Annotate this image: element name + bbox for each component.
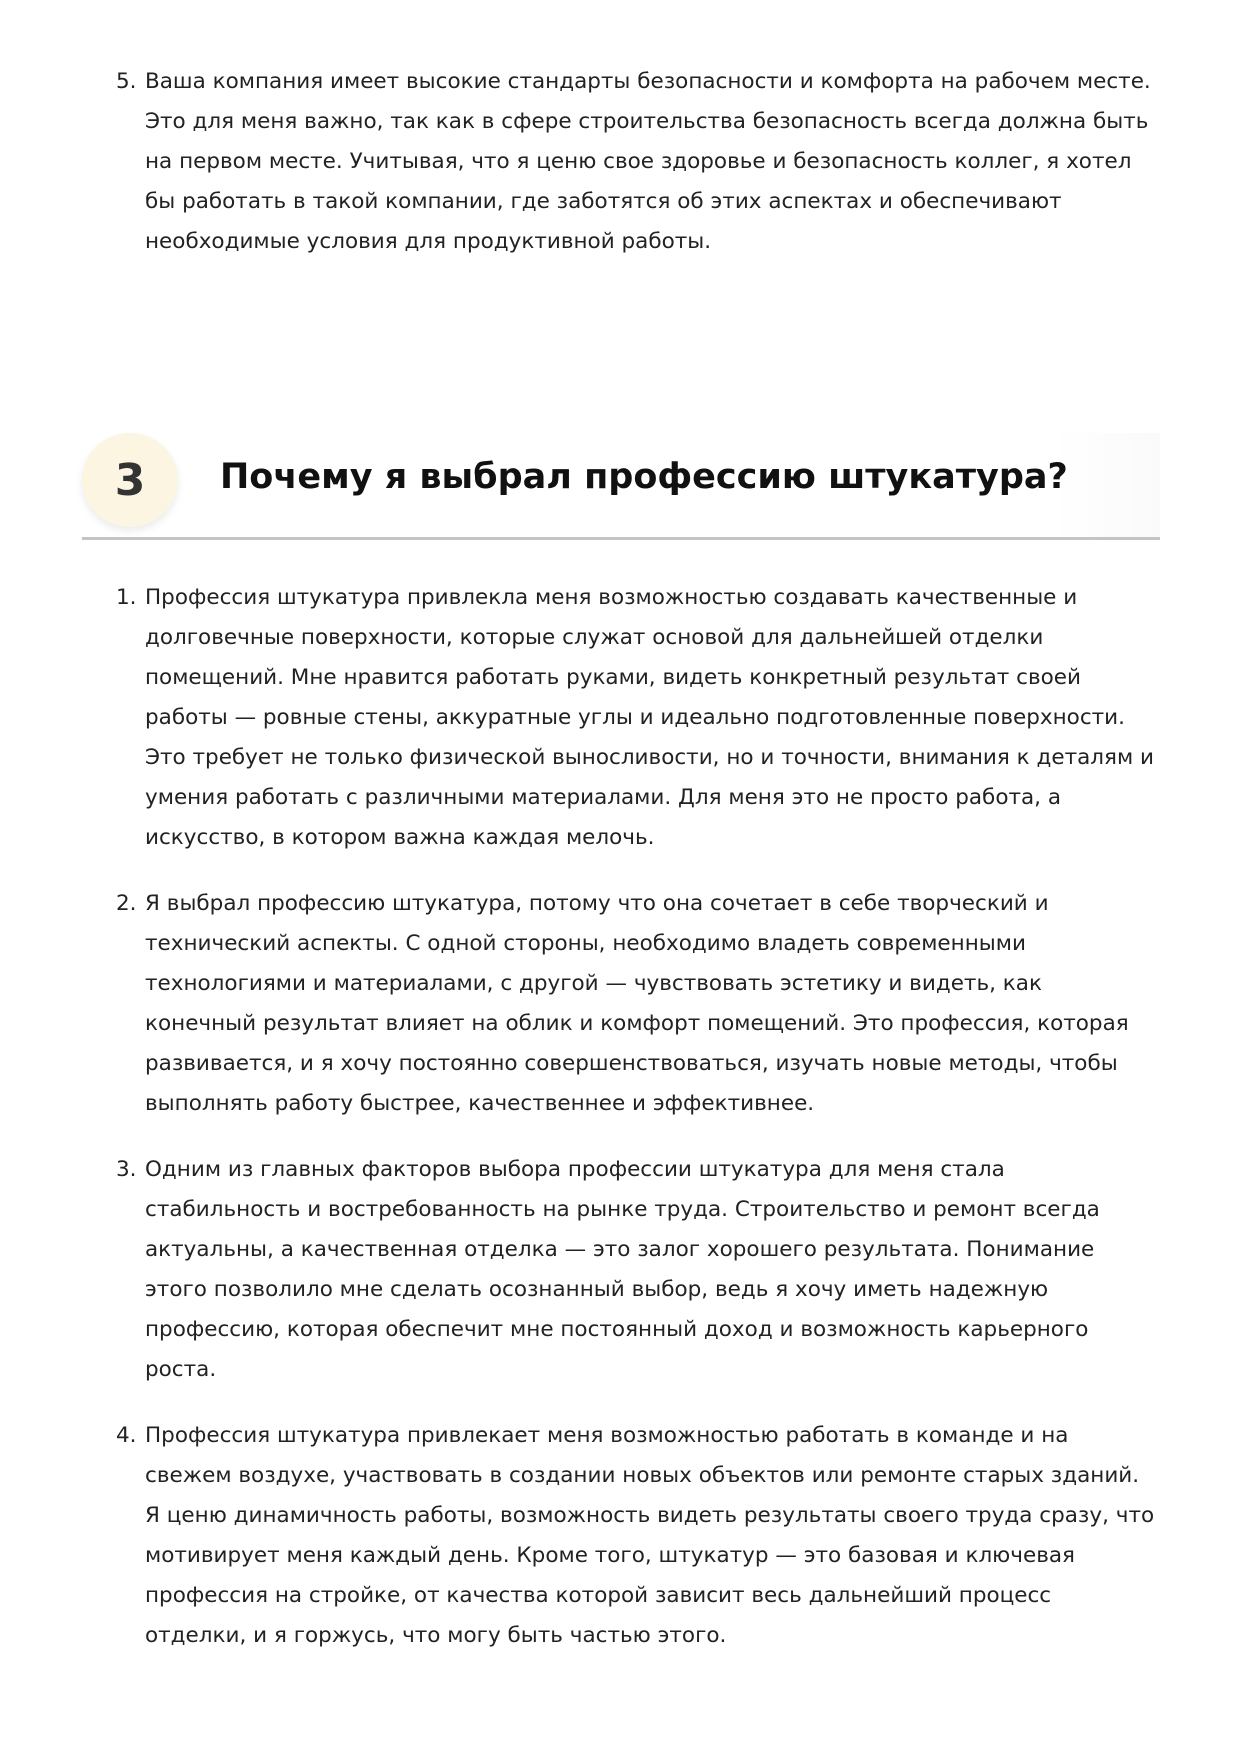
section-heading bbox=[82, 433, 1160, 540]
item-text: Одним из главных факторов выбора профессии штукатура для меня стала стабильность и востребованность на рынке труда. Строительство и ремонт всегда актуальны, а качественная отделка — это залог хорошего результата. Понимание этого позволило мне сделать осознанный выбор, ведь я хочу иметь надежную профессию, которая обеспечит мне постоянный доход и возможность карьерного роста. bbox=[145, 1157, 1100, 1382]
list-item bbox=[116, 578, 1158, 858]
item-number: 2. bbox=[116, 891, 137, 916]
section-title: Почему я выбрал профессию штукатура? bbox=[220, 457, 1068, 497]
list-item bbox=[116, 1150, 1158, 1390]
item-number: 1. bbox=[116, 585, 137, 610]
item-text: Ваша компания имеет высокие стандарты безопасности и комфорта на рабочем месте. Это для меня важно, так как в сфере строительства безопасность всегда должна быть на первом месте. Учитывая, что я ценю свое здоровье и безопасность коллег, я хотел бы работать в такой компании, где заботятся об этих аспектах и обеспечивают необходимые условия для продуктивной работы. bbox=[145, 69, 1151, 254]
item-text: Профессия штукатура привлекла меня возможностью создавать качественные и долговечные поверхности, которые служат основой для дальнейшей отделки помещений. Мне нравится работать руками, видеть конкретный результат своей работы — ровные стены, аккуратные углы и идеально подготовленные поверхности. Это требует не только физической выносливости, но и точности, внимания к деталям и умения работать с различными материалами. Для меня это не просто работа, а искусство, в котором важна каждая мелочь. bbox=[145, 585, 1154, 850]
list-item bbox=[116, 884, 1158, 1124]
item-text: Профессия штукатура привлекает меня возможностью работать в команде и на свежем воздухе, участвовать в создании новых объектов или ремонте старых зданий. Я ценю динамичность работы, возможность видеть результаты своего труда сразу, что мотивирует меня каждый день. Кроме того, штукатур — это базовая и ключевая профессия на стройке, от качества которой зависит весь дальнейший процесс отделки, и я горжусь, что могу быть частью этого. bbox=[145, 1423, 1155, 1648]
item-text: Я выбрал профессию штукатура, потому что она сочетает в себе творческий и технический аспекты. С одной стороны, необходимо владеть современными технологиями и материалами, с другой — чувствовать эстетику и видеть, как конечный результат влияет на облик и комфорт помещений. Это профессия, которая развивается, и я хочу постоянно совершенствоваться, изучать новые методы, чтобы выполнять работу быстрее, качественнее и эффективнее. bbox=[145, 891, 1129, 1116]
item-number: 3. bbox=[116, 1157, 137, 1182]
item-number: 5. bbox=[116, 69, 137, 94]
item-number: 4. bbox=[116, 1423, 137, 1448]
previous-section-list bbox=[116, 62, 1158, 288]
reasons-list bbox=[116, 578, 1158, 1682]
list-item bbox=[116, 62, 1158, 262]
list-item bbox=[116, 1416, 1158, 1656]
section-number-badge: 3 bbox=[82, 433, 178, 527]
